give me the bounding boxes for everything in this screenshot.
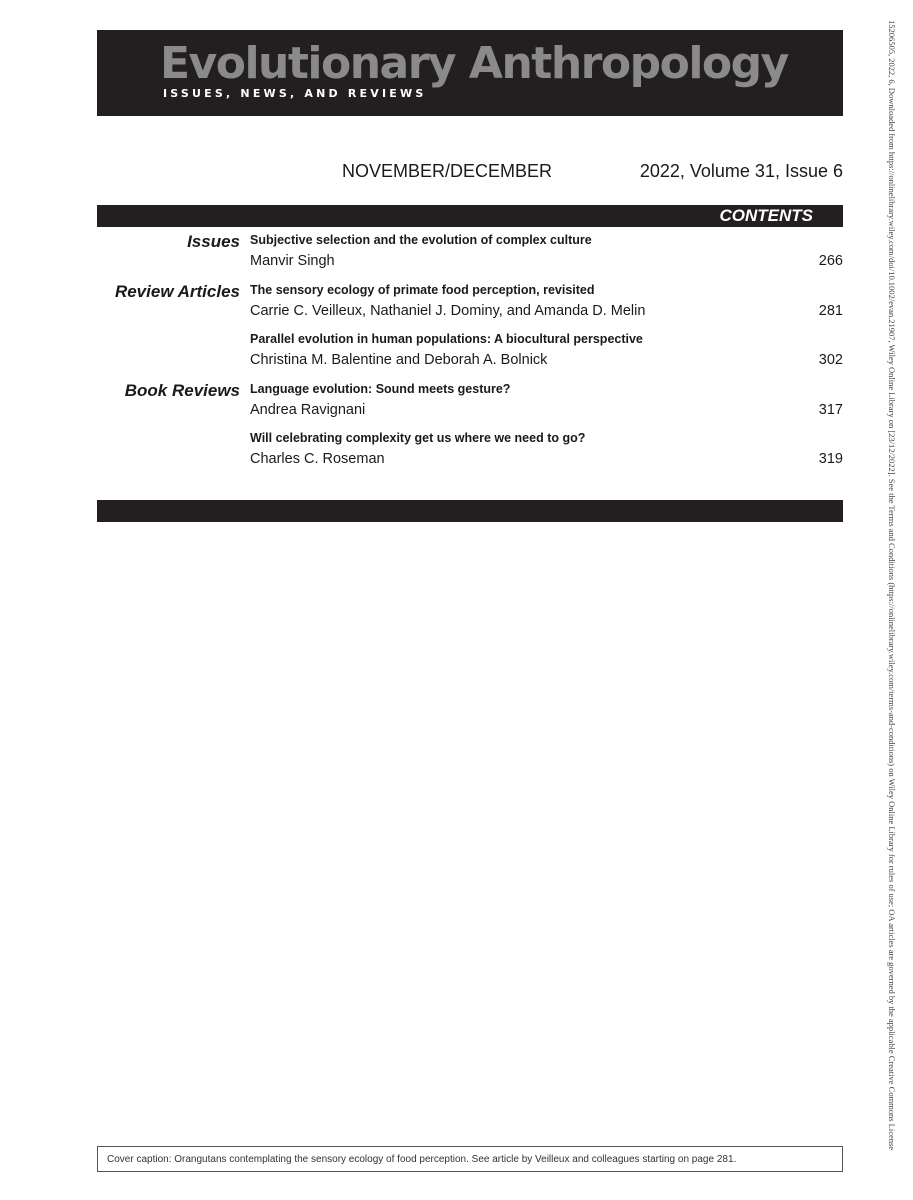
page-number: 319 xyxy=(818,451,843,467)
section-label: Review Articles xyxy=(114,281,240,301)
issue-volume: 2022, Volume 31, Issue 6 xyxy=(639,161,843,181)
article-title[interactable]: Parallel evolution in human populations: A biocultural perspective xyxy=(250,332,643,346)
page-number: 281 xyxy=(818,302,843,319)
article-title[interactable]: Language evolution: Sound meets gesture? xyxy=(250,381,511,396)
journal-title: Evolutionary Anthropology xyxy=(160,38,788,89)
article-title[interactable]: The sensory ecology of primate food perception, revisited xyxy=(250,282,595,297)
section-issues xyxy=(97,231,843,281)
download-note xyxy=(886,20,898,1180)
article-authors: Carrie C. Veilleux, Nathaniel J. Dominy, and Amanda D. Melin xyxy=(250,302,646,319)
toc-entry[interactable] xyxy=(250,281,843,331)
article-title[interactable]: Will celebrating complexity get us where we need to go? xyxy=(250,431,586,445)
contents-bar xyxy=(97,205,843,227)
issue-date: NOVEMBER/DECEMBER xyxy=(342,161,553,181)
masthead xyxy=(97,30,843,116)
section-review-articles xyxy=(97,281,843,380)
page-number: 317 xyxy=(818,401,843,418)
article-authors: Christina M. Balentine and Deborah A. Bolnick xyxy=(250,352,548,368)
toc-entry[interactable] xyxy=(250,429,843,479)
article-authors: Andrea Ravignani xyxy=(250,401,366,418)
article-title[interactable]: Subjective selection and the evolution of complex culture xyxy=(250,233,592,247)
download-note-text: 15206505, 2022, 6, Downloaded from https://onlinelibrary.wiley.com/doi/10.1002/evan.21907, Wiley Online Library on [23/12/2022]. See the Terms and Conditions (https://onlinelibrary.wiley.com/terms-and-conditions) on Wiley Online Library for rules of use; OA articles are governed by the applicable Creative Commons License xyxy=(887,20,897,1151)
section-book-reviews xyxy=(97,380,843,479)
toc-entry[interactable] xyxy=(250,330,843,380)
toc-entry[interactable] xyxy=(250,231,843,281)
contents-label: CONTENTS xyxy=(719,206,813,225)
article-authors: Charles C. Roseman xyxy=(250,451,385,467)
contents-bottom-bar xyxy=(97,500,843,522)
cover-caption: Cover caption: Orangutans contemplating the sensory ecology of food perception. See article by Veilleux and colleagues starting on page 281. xyxy=(97,1146,843,1172)
table-of-contents xyxy=(97,231,843,479)
page-number: 302 xyxy=(818,352,843,368)
article-authors: Manvir Singh xyxy=(250,253,335,269)
page-number: 266 xyxy=(818,253,843,269)
journal-subtitle: ISSUES, NEWS, AND REVIEWS xyxy=(163,87,427,100)
section-label: Book Reviews xyxy=(124,380,240,400)
section-label: Issues xyxy=(187,232,240,251)
toc-entry[interactable] xyxy=(250,380,843,430)
